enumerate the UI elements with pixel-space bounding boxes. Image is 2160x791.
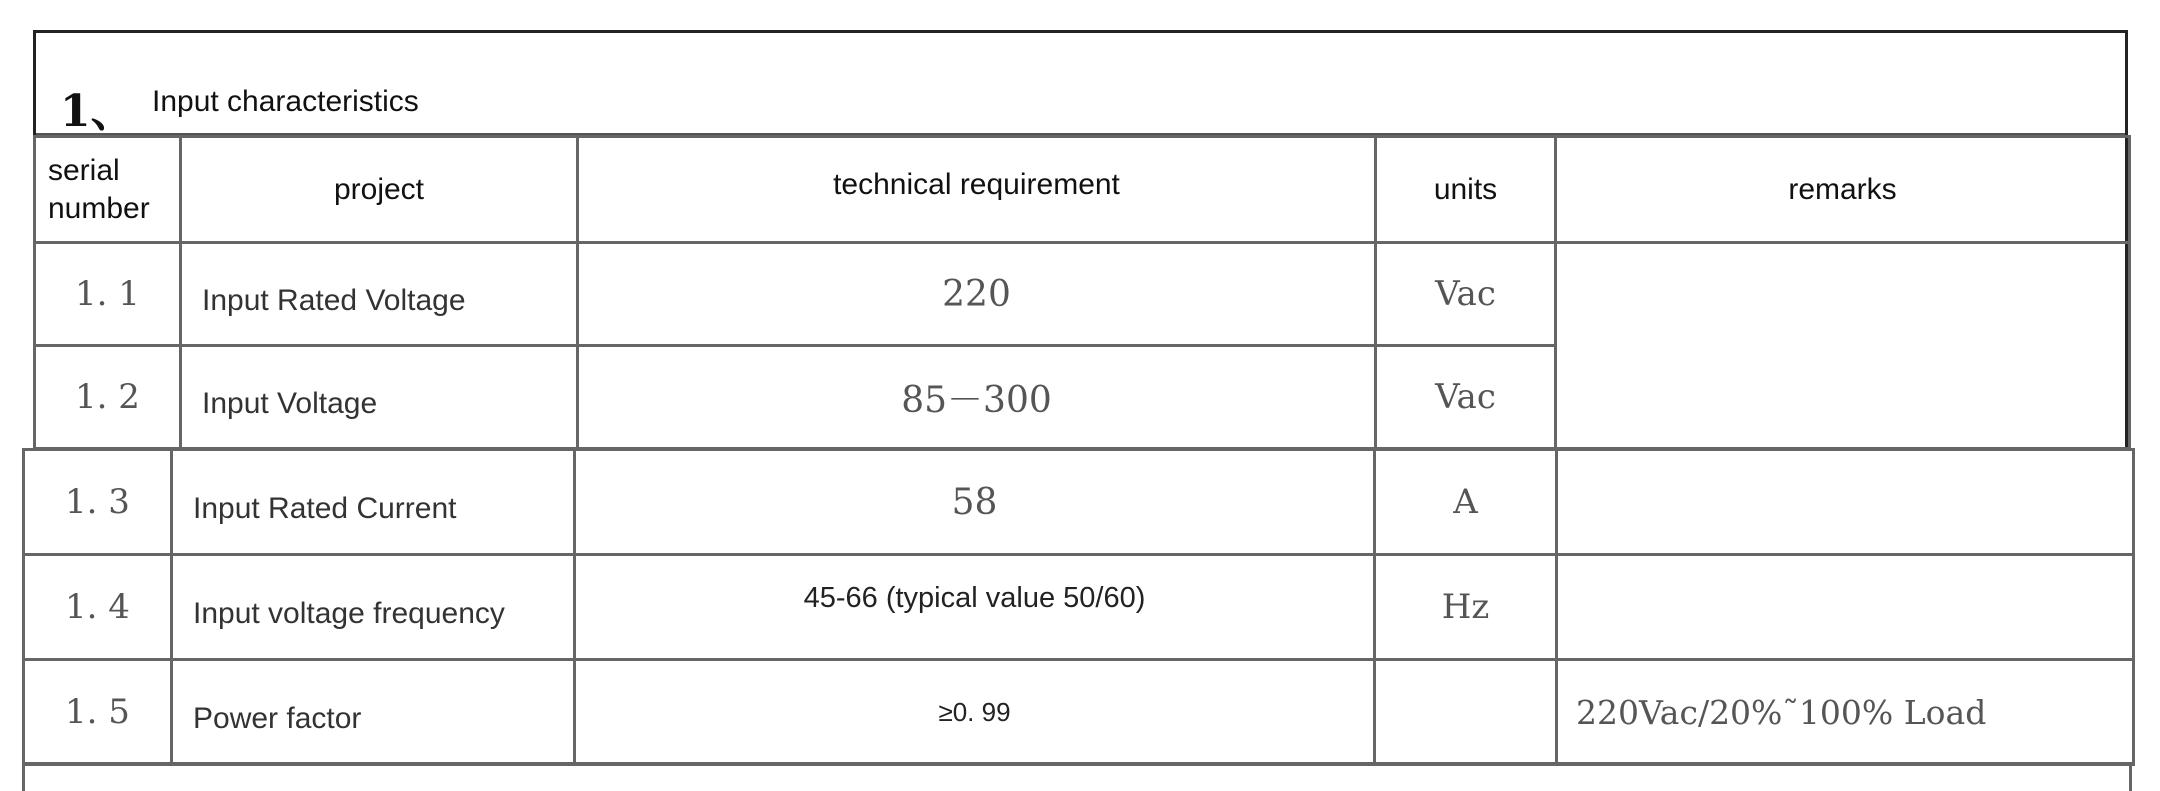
input-characteristics-table-top bbox=[33, 135, 2131, 450]
requirement-cell: 220 bbox=[578, 243, 1376, 346]
remarks-cell: 220Vac/20%˜100% Load bbox=[1557, 660, 2134, 765]
requirement-cell: 58 bbox=[575, 450, 1375, 555]
section-title-row bbox=[36, 33, 2125, 136]
header-project: project bbox=[181, 137, 578, 243]
serial-cell: 1. 2 bbox=[35, 346, 181, 449]
requirement-cell: 45-66 (typical value 50/60) bbox=[575, 555, 1375, 660]
next-row-left-border bbox=[22, 762, 25, 791]
project-cell: Input voltage frequency bbox=[172, 555, 575, 660]
header-serial-number: serial number bbox=[35, 137, 181, 243]
project-cell: Input Rated Voltage bbox=[181, 243, 578, 346]
units-cell bbox=[1375, 660, 1557, 765]
requirement-cell: 85－300 bbox=[578, 346, 1376, 449]
project-cell: Input Rated Current bbox=[172, 450, 575, 555]
project-cell: Power factor bbox=[172, 660, 575, 765]
table-row bbox=[24, 450, 2134, 555]
units-cell: A bbox=[1375, 450, 1557, 555]
table-row bbox=[24, 555, 2134, 660]
units-cell: Vac bbox=[1376, 346, 1556, 449]
next-row-top-border bbox=[22, 762, 2132, 765]
project-cell: Input Voltage bbox=[181, 346, 578, 449]
table-row bbox=[35, 243, 2130, 346]
remarks-cell bbox=[1557, 450, 2134, 555]
table-row bbox=[24, 660, 2134, 765]
serial-cell: 1. 4 bbox=[24, 555, 172, 660]
next-row-right-border bbox=[2129, 762, 2132, 791]
units-cell: Hz bbox=[1375, 555, 1557, 660]
header-units: units bbox=[1376, 137, 1556, 243]
remarks-cell bbox=[1556, 243, 2130, 449]
serial-cell: 1. 5 bbox=[24, 660, 172, 765]
serial-cell: 1. 1 bbox=[35, 243, 181, 346]
section-number: 1、 bbox=[60, 86, 135, 137]
header-row bbox=[35, 137, 2130, 243]
serial-cell: 1. 3 bbox=[24, 450, 172, 555]
remarks-cell bbox=[1557, 555, 2134, 660]
section-title: Input characteristics bbox=[152, 85, 419, 118]
requirement-cell: ≥0. 99 bbox=[575, 660, 1375, 765]
input-characteristics-table-bottom bbox=[22, 448, 2135, 766]
header-technical-requirement: technical requirement bbox=[578, 137, 1376, 243]
units-cell: Vac bbox=[1376, 243, 1556, 346]
header-remarks: remarks bbox=[1556, 137, 2130, 243]
